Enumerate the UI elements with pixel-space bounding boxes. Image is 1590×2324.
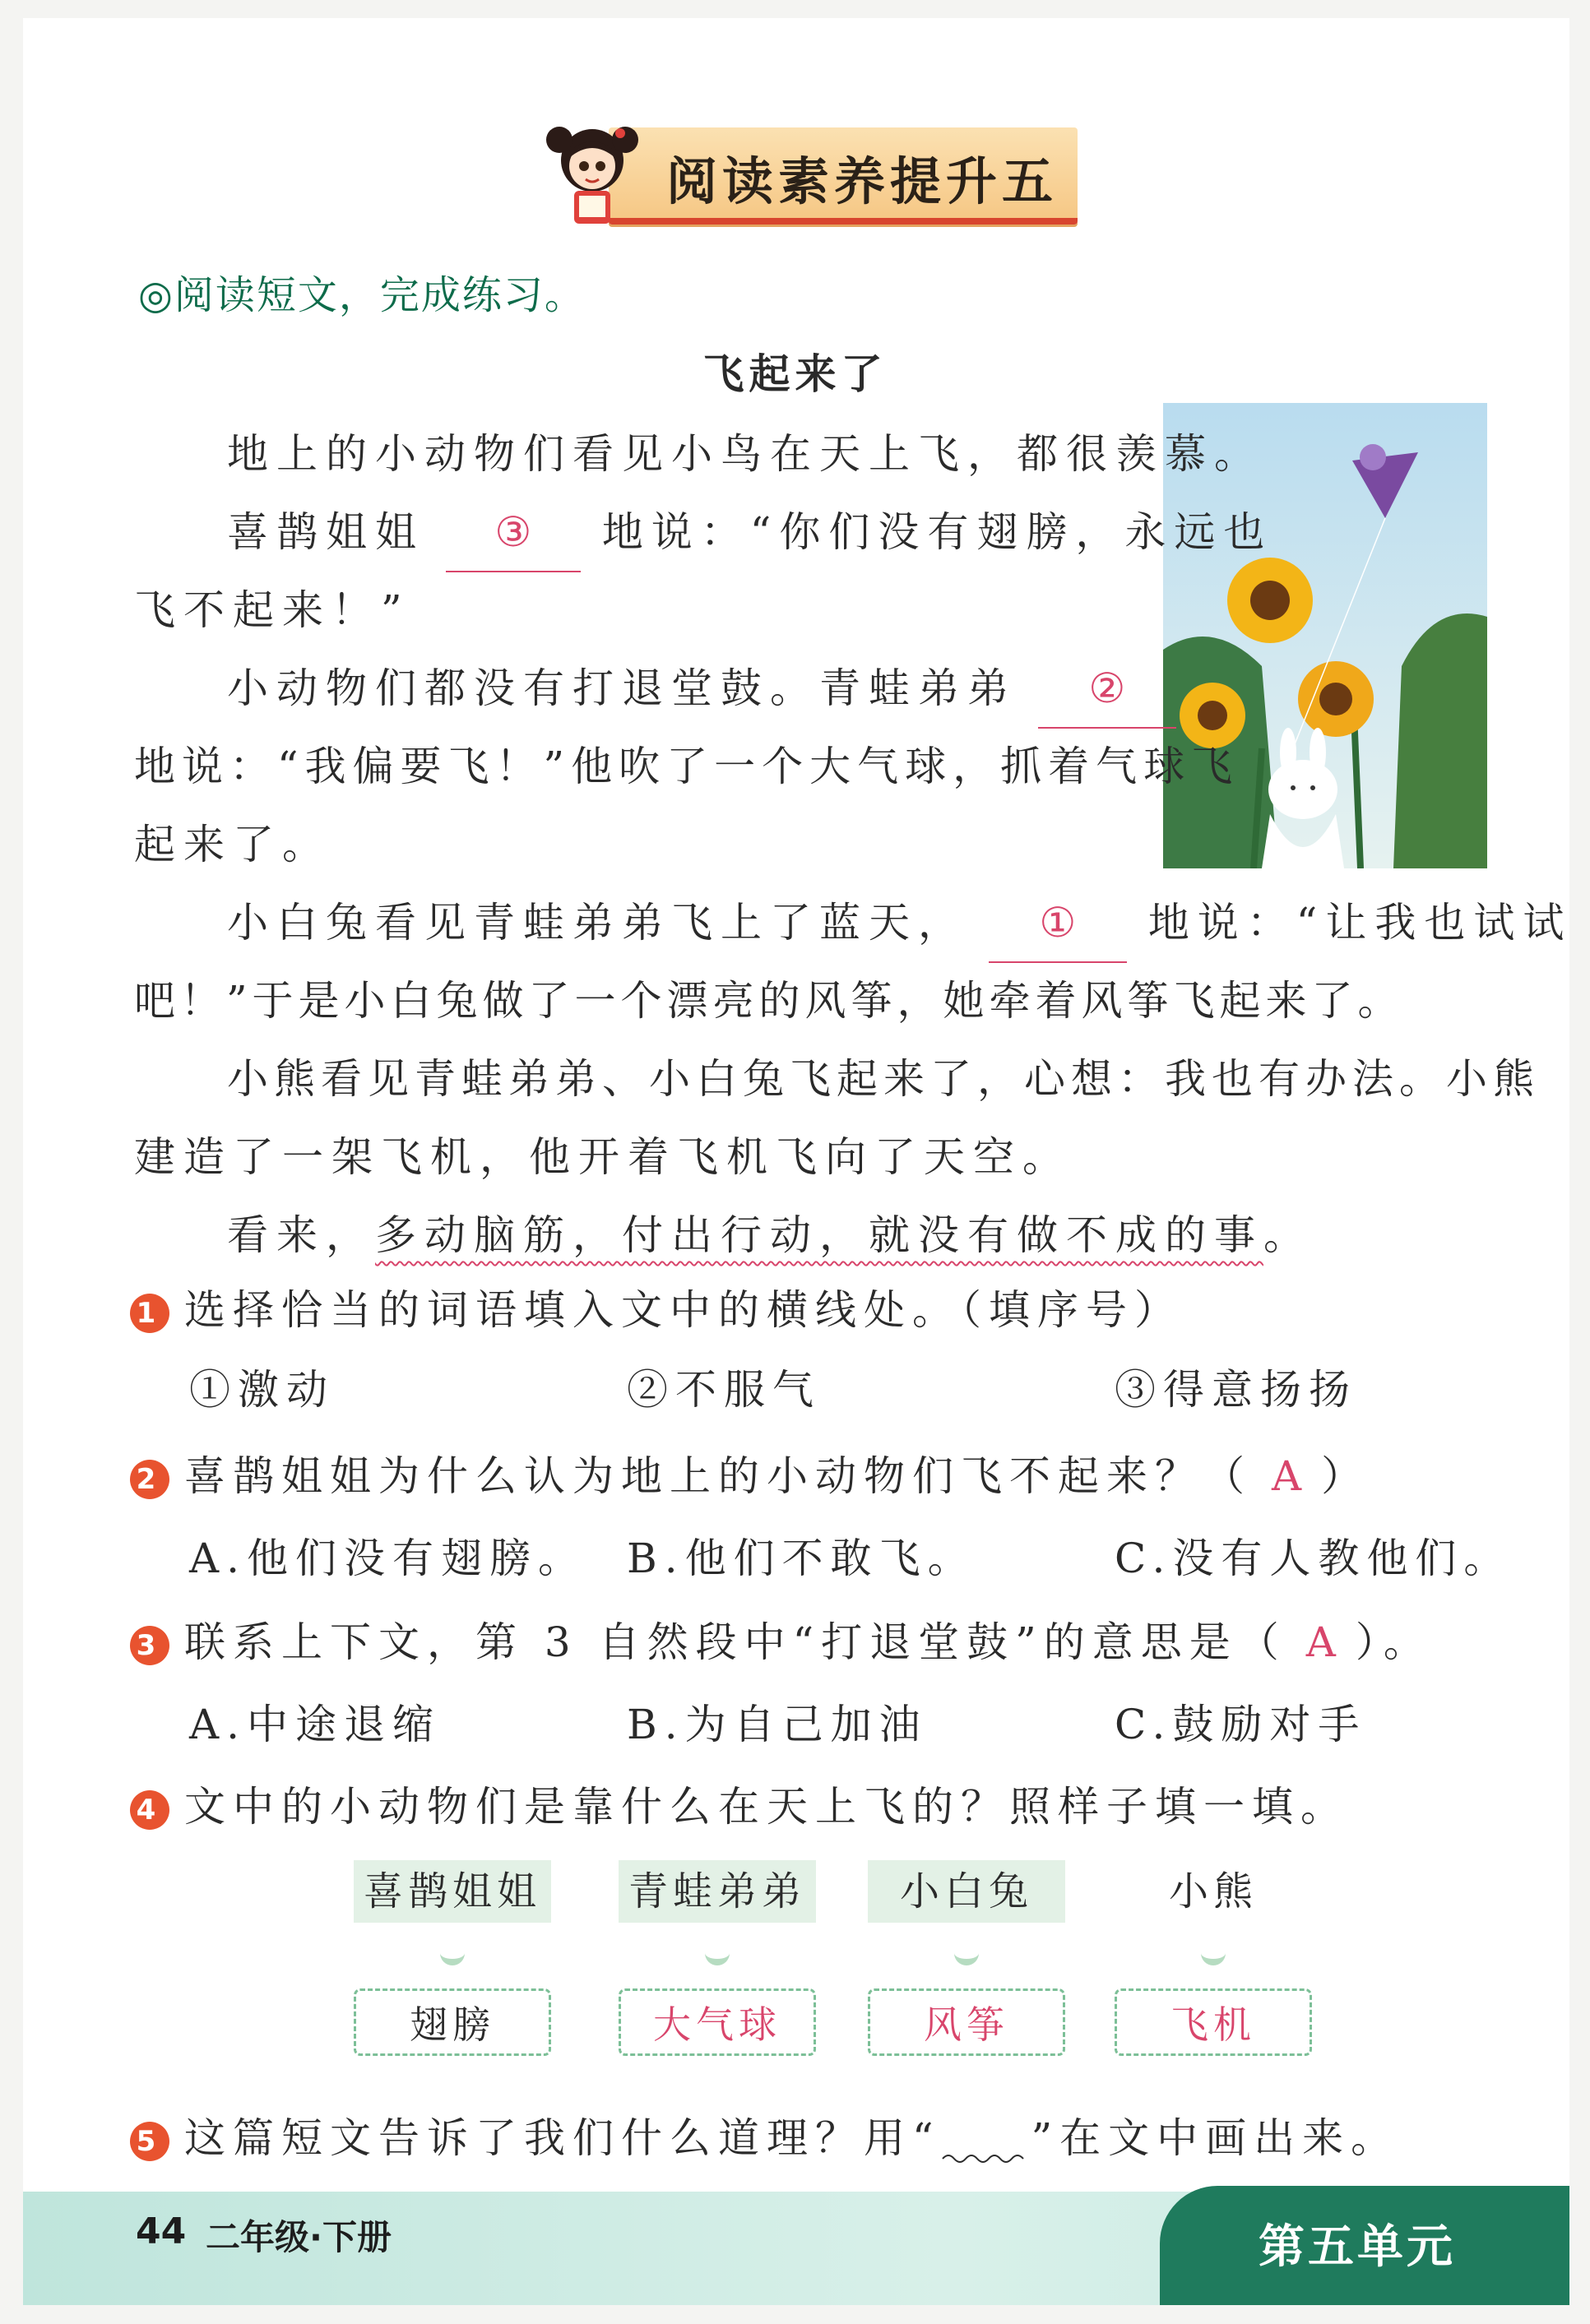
animal-label-magpie: 喜鹊姐姐 — [354, 1860, 551, 1923]
story-text: 地说：“让我也试试 — [1147, 899, 1573, 947]
question-text: 文中的小动物们是靠什么在天上飞的？照样子填一填。 — [184, 1783, 1349, 1831]
story-paragraph-2-line-1 — [227, 493, 1272, 572]
question-number-badge: 5 — [130, 2122, 169, 2161]
story-paragraph-3-line-3: 起来了。 — [134, 821, 331, 868]
underlined-moral-sentence: 多动脑筋，付出行动，就没有做不成的事 — [375, 1211, 1263, 1259]
question-text: ） — [1321, 1452, 1370, 1500]
story-text: 小动物们都没有打退堂鼓。青蛙弟弟 — [227, 664, 1017, 712]
story-text: 看来， — [227, 1211, 375, 1259]
q2-option-a: A.他们没有翅膀。 — [189, 1535, 587, 1582]
question-text: ）。 — [1355, 1618, 1432, 1666]
arrow-down-icon — [954, 1941, 979, 1965]
question-text: 这篇短文告诉了我们什么道理？用“ — [184, 2114, 941, 2162]
answer: A — [1272, 1452, 1302, 1500]
question-number-badge: 3 — [130, 1626, 169, 1665]
arrow-down-icon — [1201, 1941, 1226, 1965]
question-number-badge: 2 — [130, 1460, 169, 1499]
reading-girl-icon — [535, 115, 650, 230]
grade-label: 二年级·下册 — [206, 2217, 392, 2257]
question-1 — [130, 1277, 1183, 1336]
instruction: ◎阅读短文，完成练习。 — [138, 272, 586, 318]
question-text: 联系上下文，第 3 自然段中“打退堂鼓”的意思是（ — [184, 1618, 1286, 1666]
fill-blank: ① — [989, 884, 1127, 963]
story-paragraph-1: 地上的小动物们看见小鸟在天上飞，都很羡慕。 — [227, 430, 1263, 478]
story-text: 地说：“你们没有翅膀，永远也 — [601, 508, 1273, 556]
story-paragraph-5-line-1: 小熊看见青蛙弟弟、小白兔飞起来了，心想：我也有办法。小熊 — [227, 1055, 1540, 1103]
story-paragraph-5-line-2: 建造了一架飞机，他开着飞机飞向了天空。 — [134, 1133, 1072, 1181]
animal-label-rabbit: 小白兔 — [868, 1860, 1065, 1923]
question-number-badge: 1 — [130, 1294, 169, 1333]
story-paragraph-2-line-2: 飞不起来！” — [134, 586, 410, 634]
page-number: 44 — [136, 2211, 187, 2252]
arrow-down-icon — [705, 1941, 730, 1965]
lesson-title-banner — [609, 127, 1078, 225]
answer: A — [1305, 1618, 1336, 1666]
fill-blank: ② — [1038, 650, 1176, 729]
animal-label-bear: 小熊 — [1168, 1868, 1258, 1914]
q3-option-b: B.为自己加油 — [627, 1701, 928, 1748]
question-number-badge: 4 — [130, 1790, 169, 1830]
question-text: 喜鹊姐姐为什么认为地上的小动物们飞不起来？（ — [184, 1452, 1252, 1500]
question-5 — [130, 2105, 1399, 2167]
q2-option-b: B.他们不敢飞。 — [627, 1535, 976, 1582]
fill-blank: ③ — [446, 493, 581, 572]
story-title: 飞起来了 — [702, 350, 888, 398]
story-paragraph-4-line-2: 吧！”于是小白兔做了一个漂亮的风筝，她牵着风筝飞起来了。 — [134, 977, 1404, 1025]
q1-option-2: ②不服气 — [627, 1366, 821, 1414]
question-text: 选择恰当的词语填入文中的横线处。（填序号） — [184, 1286, 1183, 1334]
question-2 — [130, 1443, 1370, 1502]
unit-label: 第五单元 — [1259, 2220, 1456, 2274]
story-text: 小白兔看见青蛙弟弟飞上了蓝天， — [227, 899, 967, 947]
answer-box-magpie: 翅膀 — [354, 1988, 551, 2056]
q3-option-a: A.中途退缩 — [189, 1701, 442, 1748]
story-text: 。 — [1263, 1211, 1313, 1259]
q1-option-1: ①激动 — [189, 1366, 335, 1414]
q1-option-3: ③得意扬扬 — [1115, 1366, 1357, 1414]
story-paragraph-6 — [227, 1197, 1313, 1274]
q2-option-c: C.没有人教他们。 — [1115, 1535, 1513, 1582]
animal-label-frog: 青蛙弟弟 — [619, 1860, 816, 1923]
story-paragraph-4-line-1 — [227, 884, 1572, 963]
story-text: 喜鹊姐姐 — [227, 508, 424, 556]
answer-box-rabbit: 风筝 — [868, 1988, 1065, 2056]
answer-box-bear: 飞机 — [1115, 1988, 1312, 2056]
lesson-title: 阅读素养提升五 — [666, 151, 1059, 211]
story-paragraph-3-line-2: 地说：“我偏要飞！”他吹了一个大气球，抓着气球飞 — [134, 743, 1240, 790]
answer-box-frog: 大气球 — [619, 1988, 816, 2056]
q3-option-c: C.鼓励对手 — [1115, 1701, 1367, 1748]
unit-tab — [1160, 2186, 1569, 2305]
arrow-down-icon — [440, 1941, 465, 1965]
story-paragraph-3-line-1 — [227, 650, 1176, 729]
wavy-line-sample — [941, 2114, 1031, 2167]
question-text: ”在文中画出来。 — [1031, 2114, 1400, 2162]
question-4 — [130, 1774, 1349, 1833]
question-3 — [130, 1609, 1432, 1669]
